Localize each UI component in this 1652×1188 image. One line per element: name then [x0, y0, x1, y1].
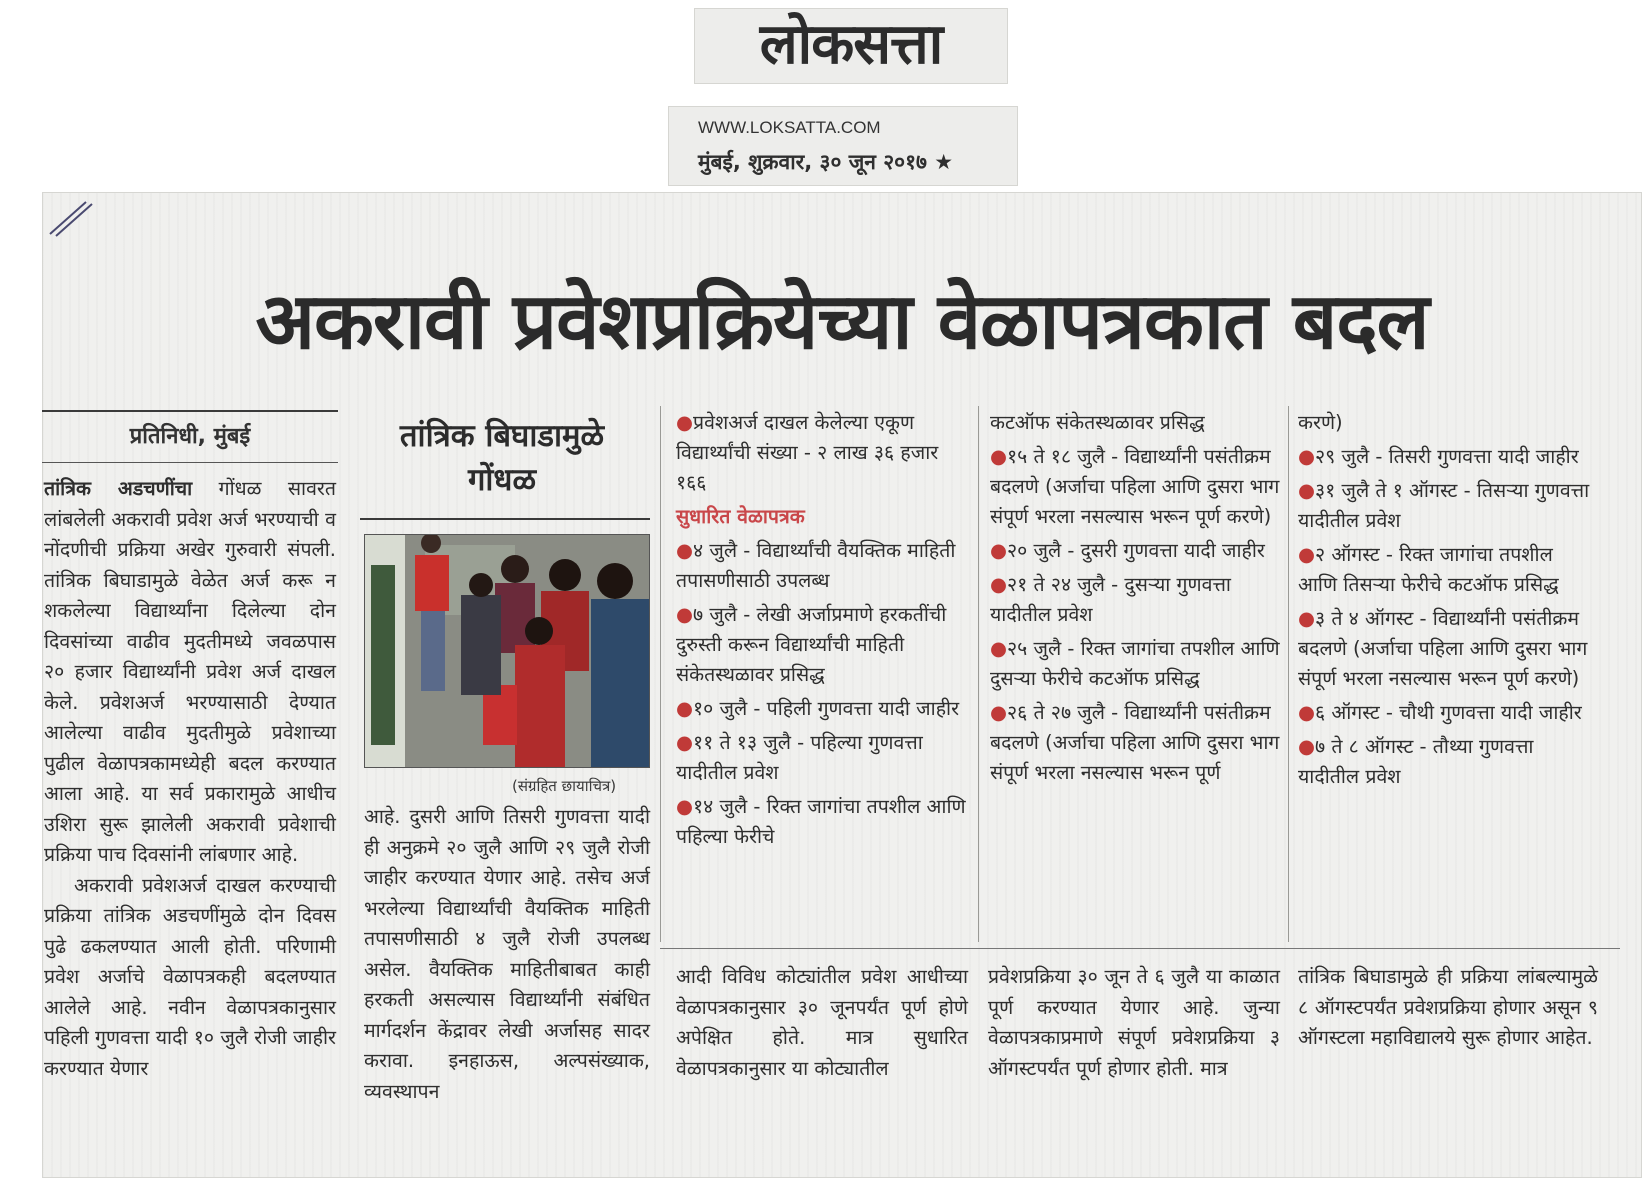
- photo-rule: [360, 518, 650, 520]
- pen-mark-icon: [46, 198, 126, 238]
- article-byline: प्रतिनिधी, मुंबई: [129, 424, 251, 449]
- section-label: सुधारित वेळापत्रक: [676, 505, 805, 528]
- list-item: ●६ ऑगस्ट - चौथी गुणवत्ता यादी जाहीर: [1298, 701, 1582, 724]
- list-item: ●१४ जुलै - रिक्त जागांचा तपशील आणि पहिल्या फेरीचे: [676, 795, 966, 848]
- list-item: ●२० जुलै - दुसरी गुणवत्ता यादी जाहीर: [990, 539, 1265, 562]
- list-item: ●३ ते ४ ऑगस्ट - विद्यार्थ्यांनी पसंतीक्रम बदलणे (अर्जाचा पहिला आणि दुसरा भाग संपूर्ण भरला नसल्यास भरून पूर्ण करणे): [1298, 607, 1588, 690]
- list-item: ●२१ ते २४ जुलै - दुसऱ्या गुणवत्ता यादीतील प्रवेश: [990, 573, 1231, 626]
- body-column-5-bottom: तांत्रिक बिघाडामुळे ही प्रक्रिया लांबल्यामुळे ८ ऑगस्टपर्यंत प्रवेशप्रक्रिया होणार असून ९ ऑगस्टला महाविद्यालये सुरू होणार आहेत.: [1298, 965, 1598, 1049]
- body-column-3-bottom: आदी विविध कोट्यांतील प्रवेश आधीच्या वेळापत्रकानुसार ३० जूनपर्यंत पूर्ण होणे अपेक्षित होते. मात्र सुधारित वेळापत्रकानुसार या कोट्यातील: [676, 965, 968, 1080]
- newspaper-logo: लोकसत्ता: [759, 12, 943, 77]
- list-item: ●४ जुलै - विद्यार्थ्यांची वैयक्तिक माहिती तपासणीसाठी उपलब्ध: [676, 539, 956, 592]
- col1-paragraph-1: गोंधळ सावरत लांबलेली अकरावी प्रवेश अर्ज भरण्याची व नोंदणीची प्रक्रिया अखेर गुरुवारी संपली. तांत्रिक बिघाडामुळे वेळेत अर्ज करू न शकलेल्या विद्यार्थ्यांना दिलेल्या दोन दिवसांच्या वाढीव मुदतीमध्ये जवळपास २० हजार विद्यार्थ्यांनी प्रवेश अर्ज दाखल केले. प्रवेशअर्ज भरण्यासाठी देण्यात आलेल्या वाढीव मुदतीमुळे प्रवेशाच्या पुढील वेळापत्रकामध्येही बदल करण्यात आला आहे. या सर्व प्रकारामुळे आधीच उशिरा सुरू झालेली अकरावी प्रवेशाची प्रक्रिया पाच दिवसांनी लांबणार आहे.: [44, 477, 337, 866]
- list-item: ●१५ ते १८ जुलै - विद्यार्थ्यांनी पसंतीक्रम बदलणे (अर्जाचा पहिला आणि दुसरा भाग संपूर्ण भरला नसल्यास भरून पूर्ण करणे): [990, 445, 1280, 528]
- column-divider-3: [1288, 406, 1289, 942]
- schedule-list-2: [990, 408, 1280, 792]
- list-item: ●७ जुलै - लेखी अर्जाप्रमाणे हरकतींची दुरुस्ती करून विद्यार्थ्यांची माहिती संकेतस्थळावर प्रसिद्ध: [676, 603, 947, 686]
- website-url: WWW.LOKSATTA.COM: [698, 118, 881, 137]
- article-subhead: तांत्रिक बिघाडामुळे गोंधळ: [399, 418, 605, 498]
- list-item: ●१० जुलै - पहिली गुणवत्ता यादी जाहीर: [676, 697, 960, 720]
- list-item: ●२५ जुलै - रिक्त जागांचा तपशील आणि दुसऱ्या फेरीचे कटऑफ प्रसिद्ध: [990, 637, 1280, 690]
- list-item: ●११ ते १३ जुलै - पहिल्या गुणवत्ता यादीतील प्रवेश: [676, 731, 923, 784]
- list-item: ●२ ऑगस्ट - रिक्त जागांचा तपशील आणि तिसऱ्या फेरीचे कटऑफ प्रसिद्ध: [1298, 543, 1559, 596]
- column-divider-1: [660, 406, 661, 942]
- dateline-clipping: [668, 106, 1018, 186]
- list-item: ●२६ ते २७ जुलै - विद्यार्थ्यांनी पसंतीक्रम बदलणे (अर्जाचा पहिला आणि दुसरा भाग संपूर्ण भरला नसल्यास भरून पूर्ण: [990, 701, 1280, 784]
- byline-rule-bottom: [42, 462, 338, 463]
- schedule-bottom-rule: [660, 948, 1620, 949]
- list-item: ●प्रवेशअर्ज दाखल केलेल्या एकूण विद्यार्थ्यांची संख्या - २ लाख ३६ हजार १६६: [676, 411, 939, 494]
- article-clipping: [42, 192, 1642, 1178]
- schedule-list-1: [676, 408, 966, 856]
- students-photo: [364, 534, 650, 768]
- schedule-list-3: [1298, 408, 1598, 796]
- photo-caption: (संग्रहित छायाचित्र): [512, 777, 617, 795]
- list-item: करणे): [1298, 411, 1343, 434]
- list-item: कटऑफ संकेतस्थळावर प्रसिद्ध: [990, 411, 1205, 434]
- issue-date: मुंबई, शुक्रवार, ३० जून २०१७ ★: [698, 150, 954, 174]
- list-item: ●२९ जुलै - तिसरी गुणवत्ता यादी जाहीर: [1298, 445, 1579, 468]
- column-divider-2: [978, 406, 979, 942]
- article-headline: अकरावी प्रवेशप्रक्रियेच्या वेळापत्रकात बदल: [255, 277, 1429, 367]
- body-column-2: आहे. दुसरी आणि तिसरी गुणवत्ता यादी ही अनुक्रमे २० जुलै आणि २९ जुलै रोजी जाहीर करण्यात येणार आहे. तसेच अर्ज भरलेल्या विद्यार्थ्यांची वैयक्तिक माहिती तपासणीसाठी ४ जुलै रोजी उपलब्ध असेल. वैयक्तिक माहितीबाबत काही हरकती असल्यास विद्यार्थ्यांनी संबंधित मार्गदर्शन केंद्रावर लेखी अर्जासह सादर करावा. इनहाऊस, अल्पसंख्याक, व्यवस्थापन: [364, 805, 650, 1103]
- list-item: ●३१ जुलै ते १ ऑगस्ट - तिसऱ्या गुणवत्ता यादीतील प्रवेश: [1298, 479, 1590, 532]
- body-column-4-bottom: प्रवेशप्रक्रिया ३० जून ते ६ जुलै या काळात पूर्ण करण्यात येणार आहे. जुन्या वेळापत्रकाप्रमाणे संपूर्ण प्रवेशप्रक्रिया ३ ऑगस्टपर्यंत पूर्ण होणार होती. मात्र: [988, 965, 1280, 1080]
- col1-paragraph-2: अकरावी प्रवेशअर्ज दाखल करण्याची प्रक्रिया तांत्रिक अडचणींमुळे दोन दिवस पुढे ढकलण्यात आली होती. परिणामी प्रवेश अर्जाचे वेळापत्रकही बदलण्यात आलेले आहे. नवीन वेळापत्रकानुसार पहिली गुणवत्ता यादी १० जुलै रोजी जाहीर करण्यात येणार: [44, 873, 336, 1080]
- students-photo-illustration: [365, 535, 649, 767]
- byline-rule-top: [42, 410, 338, 412]
- body-column-1: [44, 474, 336, 1084]
- lead-in: तांत्रिक अडचणींचा: [44, 477, 193, 500]
- masthead-clipping: [694, 8, 1008, 84]
- list-item: ●७ ते ८ ऑगस्ट - तौथ्या गुणवत्ता यादीतील प्रवेश: [1298, 735, 1534, 788]
